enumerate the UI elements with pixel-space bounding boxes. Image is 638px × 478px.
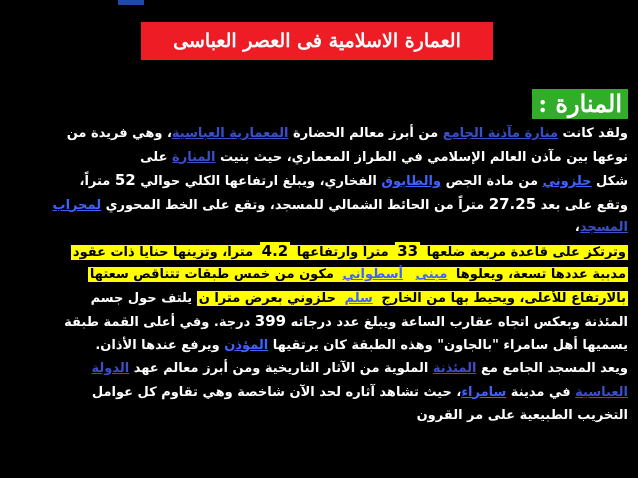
text-line xyxy=(8,193,628,217)
section-heading: المنارة : xyxy=(532,89,628,119)
text-segment: يسميها أهل سامراء "بالجاون" وهذه الطبقة كان يرتقيها xyxy=(268,337,628,353)
text-link[interactable]: المئذنة xyxy=(432,361,477,376)
top-edge-mark xyxy=(118,0,144,5)
text-segment: ويعد المسجد الجامع مع xyxy=(476,361,628,376)
text-segment: التخريب الطبيعية على مر القرون xyxy=(416,408,628,423)
text-line xyxy=(8,122,628,146)
text-segment: يلتف حول جسم xyxy=(90,290,197,306)
highlighted-text: متراً وارتفاعها xyxy=(292,244,394,260)
text-link[interactable]: منارة مآذنة الجامع xyxy=(442,126,559,141)
text-link[interactable]: حلزوني xyxy=(542,174,592,189)
text-segment: 399 xyxy=(254,312,287,330)
text-line xyxy=(8,310,628,334)
text-link[interactable]: المسجد xyxy=(579,220,628,235)
text-link[interactable]: المنارة xyxy=(172,149,216,165)
text-segment: نوعها بين مآذن العالم الإسلامي في الطراز المعماري، حيث بنيت xyxy=(215,149,628,165)
text-segment: ، حيث تشاهد آثاره لحد الآن شاخصة وهي تقاوم كل عوامل xyxy=(91,384,462,400)
text-segment: على xyxy=(140,149,173,165)
text-link[interactable]: أسطواني xyxy=(342,267,404,282)
body-paragraph xyxy=(8,122,628,428)
text-segment: من مادة الجص xyxy=(441,174,543,189)
highlighted-text: 33 xyxy=(397,241,419,260)
text-segment: 27.25 xyxy=(488,194,537,213)
text-line xyxy=(8,334,628,358)
text-segment: شكل xyxy=(591,174,628,189)
text-line xyxy=(8,263,628,287)
highlighted-text: 4.2 xyxy=(261,241,289,260)
text-link[interactable]: سامراء xyxy=(461,384,507,400)
title-banner xyxy=(141,22,493,60)
highlighted-text: مكون من خمس طبقات تتناقص سعتها xyxy=(89,267,339,282)
text-link[interactable]: المعمارية العباسية xyxy=(171,126,289,141)
text-link[interactable]: المؤذن xyxy=(224,337,269,353)
text-link[interactable]: لمحراب xyxy=(52,197,102,213)
text-line xyxy=(8,287,628,311)
text-segment: درجة. وفي أعلى القمة طبقة xyxy=(64,315,255,330)
text-line xyxy=(8,240,628,264)
text-segment: الفخاري، ويبلغ ارتفاعها الكلي حوالي xyxy=(135,174,382,189)
page-title: العمارة الاسلامية فى العصر العباسى xyxy=(173,30,461,52)
text-line xyxy=(8,404,628,428)
text-link[interactable]: مبنى xyxy=(415,267,448,282)
text-segment: ولقد كانت xyxy=(558,126,628,141)
text-link[interactable]: سلم xyxy=(344,290,373,306)
highlighted-text xyxy=(405,267,414,282)
text-segment: متراً من الحائط الشمالي للمسجد، وتقع على الخط المحوري xyxy=(101,197,489,213)
text-segment: المئذنة وبعكس اتجاه عقارب الساعة ويبلغ عدد درجاته xyxy=(286,315,628,330)
text-line xyxy=(8,146,628,170)
text-link[interactable]: الدولة xyxy=(91,361,130,376)
text-segment: ويرفع عندها الأذان. xyxy=(95,337,225,353)
highlighted-text: متراً، وتزينها حنايا ذات عقود xyxy=(72,244,258,260)
text-segment: الملوية من الآثار التاريخية ومن أبرز معالم عهد xyxy=(129,361,433,376)
text-segment: في مدينة xyxy=(506,384,576,400)
highlighted-text: حلزوني بعرض مترا ن xyxy=(198,290,341,306)
highlighted-text: وترتكز على قاعدة مربعة ضلعها xyxy=(422,244,626,260)
highlighted-text: بالارتفاع للأعلى، ويحيط بها من الخارج xyxy=(376,290,626,306)
text-line xyxy=(8,357,628,381)
text-line xyxy=(8,216,628,240)
text-segment: ، xyxy=(574,220,580,235)
highlighted-text: مدببة عددها تسعة، ويعلوها xyxy=(451,267,626,282)
text-segment: متراً، xyxy=(79,174,115,189)
text-segment: وتقع على بعد xyxy=(536,197,628,213)
text-segment: 52 xyxy=(114,171,136,189)
text-link[interactable]: العباسية xyxy=(575,384,628,400)
text-segment: من أبرز معالم الحضارة xyxy=(288,126,443,141)
text-segment: ، وهي فريدة من xyxy=(66,126,172,141)
text-link[interactable]: والطابوق xyxy=(381,174,442,189)
text-line xyxy=(8,169,628,193)
text-line xyxy=(8,381,628,405)
